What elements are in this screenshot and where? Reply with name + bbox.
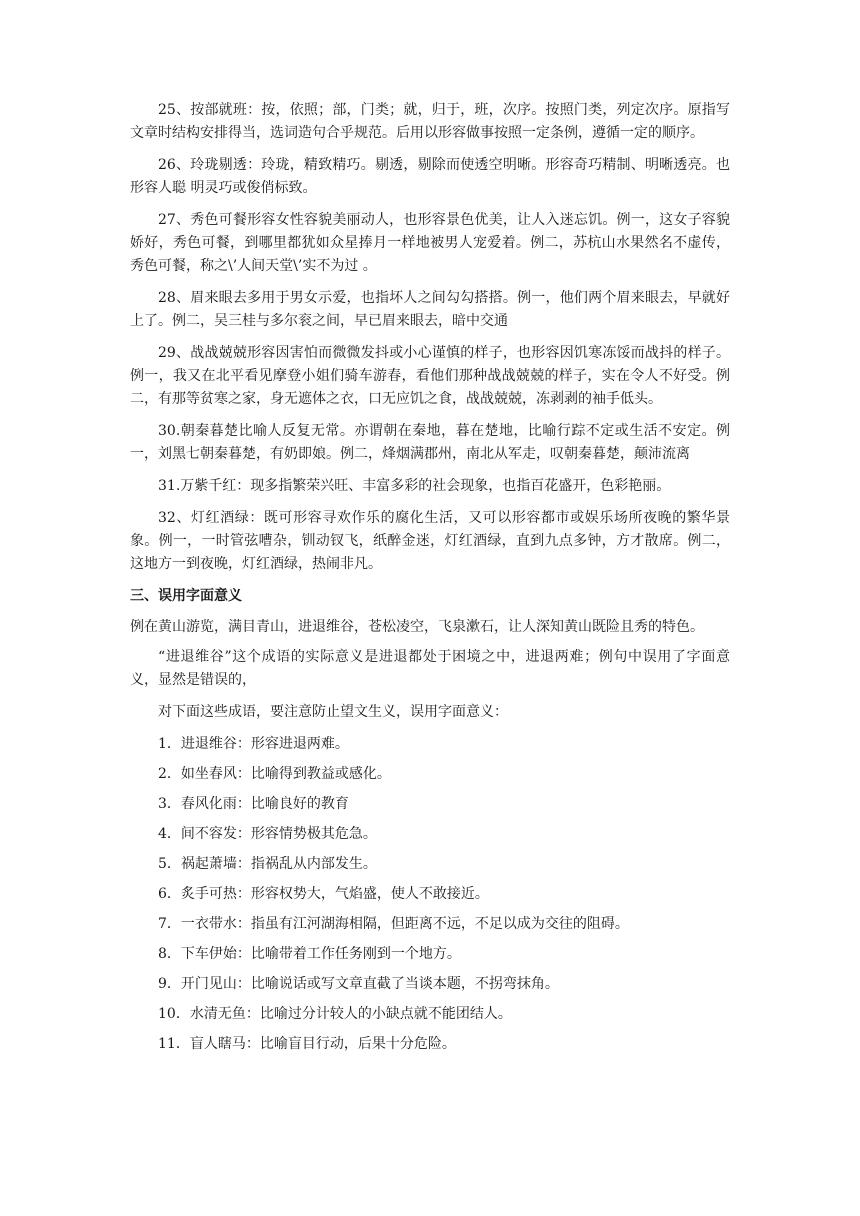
paragraph-30: 30.朝秦暮楚比喻人反复无常。亦谓朝在秦地，暮在楚地，比喻行踪不定或生活不安定。例一，刘黑七朝秦暮楚，有奶即娘。例二，烽烟满郡州，南北从军走，叹朝秦暮楚，颠沛流离 [130,423,730,462]
list-item: 3．春风化雨：比喻良好的教育 [158,796,349,812]
paragraph-25: 25、按部就班：按，依照；部，门类；就，归于，班，次序。按照门类，列定次序。原指写文章时结构安排得当，选词造句合乎规范。后用以形容做事按照一定条例，遵循一定的顺序。 [130,102,730,141]
paragraph-27: 27、秀色可餐形容女性容貌美丽动人，也形容景色优美，让人入迷忘饥。例一，这女子容貌娇好，秀色可餐，到哪里都犹如众星捧月一样地被男人宠爱着。例二，苏杭山水果然名不虚传，秀色可餐，称之\’人间天堂\’实不为过 。 [130,212,730,274]
section-intro: 对下面这些成语，要注意防止望文生义，误用字面意义： [158,704,508,720]
list-item: 6．炙手可热：形容权势大，气焰盛，使人不敢接近。 [158,886,489,902]
list-item: 1．进退维谷：形容进退两难。 [158,736,349,752]
paragraph-26: 26、玲珑剔透：玲珑，精致精巧。剔透，剔除而使透空明晰。形容奇巧精制、明晰透亮。也形容人聪 明灵巧或俊俏标致。 [130,157,730,196]
list-item: 10．水清无鱼：比喻过分计较人的小缺点就不能团结人。 [158,1006,512,1022]
list-item: 5．祸起萧墙：指祸乱从内部发生。 [158,856,377,872]
section-heading: 三、误用字面意义 [130,588,242,604]
paragraph-31: 31.万紫千红：现多指繁荣兴旺、丰富多彩的社会现象，也指百花盛开，色彩艳丽。 [158,478,671,494]
list-item: 4．间不容发：形容情势极其危急。 [158,826,377,842]
idiom-list [130,733,730,1056]
list-item: 9．开门见山：比喻说话或写文章直截了当谈本题，不拐弯抹角。 [158,976,559,992]
list-item: 8．下车伊始：比喻带着工作任务刚到一个地方。 [158,946,461,962]
paragraph-32: 32、灯红酒绿：既可形容寻欢作乐的腐化生活，又可以形容都市或娱乐场所夜晚的繁华景象。例一，一时管弦嘈杂，钏动钗飞，纸醉金迷，灯红酒绿，直到九点多钟，方才散席。例二，这地方一到夜晚，灯红酒绿，热闹非凡。 [130,510,730,572]
paragraph-28: 28、眉来眼去多用于男女示爱，也指坏人之间勾勾搭搭。例一，他们两个眉来眼去，早就好上了。例二，吴三桂与多尔衮之间，早已眉来眼去，暗中交通 [130,290,730,329]
list-item: 7．一衣带水：指虽有江河湖海相隔，但距离不远，不足以成为交往的阻碍。 [158,916,629,932]
section-explanation: “进退维谷”这个成语的实际意义是进退都处于困境之中，进退两难；例句中误用了字面意义，显然是错误的， [130,649,730,688]
list-item: 11．盲人瞎马：比喻盲目行动，后果十分危险。 [158,1036,456,1052]
paragraph-29: 29、战战兢兢形容因害怕而微微发抖或小心谨慎的样子，也形容因饥寒冻馁而战抖的样子。例一，我又在北平看见摩登小姐们骑车游春，看他们那种战战兢兢的样子，实在令人不好受。例二，有那等贫寒之家，身无遮体之衣，口无应饥之食，战战兢兢，冻剥剥的袖手低头。 [130,345,730,407]
list-item: 2．如坐春风：比喻得到教益或感化。 [158,766,391,782]
section-example: 例在黄山游览，满目青山，进退维谷，苍松凌空，飞泉漱石，让人深知黄山既险且秀的特色。 [130,619,704,635]
